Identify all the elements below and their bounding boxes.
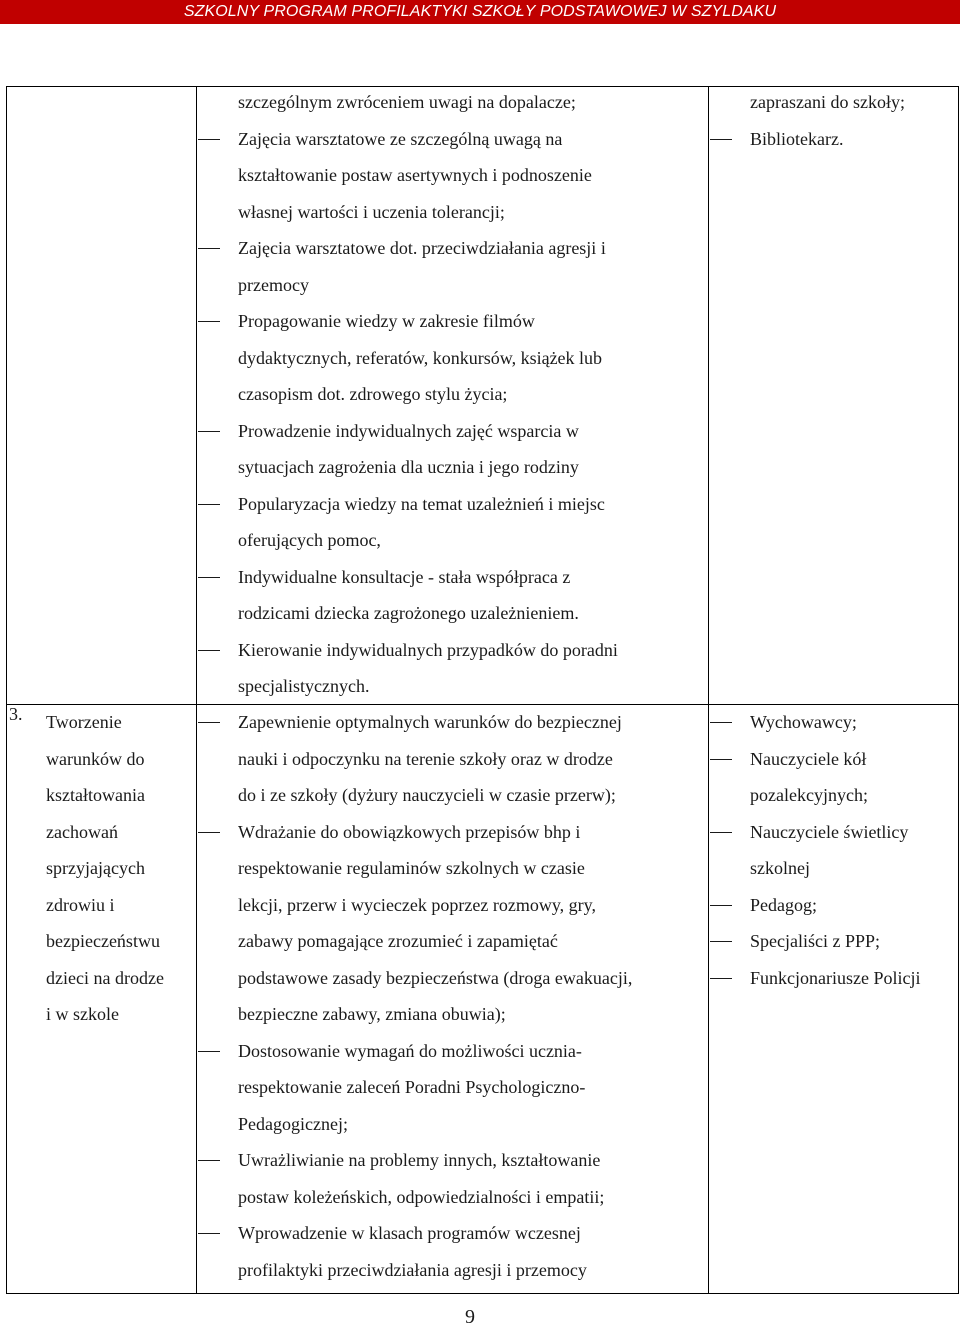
list-item-line — [708, 887, 959, 924]
dash-bullet-icon — [710, 978, 732, 979]
list-item-text: Funkcjonariusze Policji — [750, 967, 921, 988]
list-item-line — [708, 960, 959, 997]
list-item-line — [196, 449, 708, 486]
row2-goal — [6, 704, 196, 1264]
list-item-text: zapraszani do szkoły; — [750, 92, 905, 112]
row1-responsible — [708, 84, 959, 157]
list-item-line — [196, 84, 708, 121]
list-item-line — [196, 923, 708, 960]
list-item-line — [196, 1215, 708, 1252]
list-item-text: bezpieczne zabawy, zmiana obuwia); — [238, 1004, 506, 1024]
list-item-line — [708, 850, 959, 887]
list-item-text: Wprowadzenie w klasach programów wczesnej — [238, 1223, 581, 1243]
list-item-line — [196, 230, 708, 267]
dash-bullet-icon — [198, 1051, 220, 1052]
list-item-text: Zajęcia warsztatowe ze szczególną uwagą na — [238, 128, 563, 149]
list-item-text: lekcji, przerw i wycieczek poprzez rozmowy, gry, — [238, 894, 596, 915]
dash-bullet-icon — [710, 759, 732, 760]
list-item-line — [196, 814, 708, 851]
list-item-line — [196, 121, 708, 158]
list-item-text: Wdrażanie do obowiązkowych przepisów bhp i — [238, 821, 581, 842]
list-item-line — [708, 923, 959, 960]
row2-tasks — [196, 704, 708, 1288]
dash-bullet-icon — [198, 722, 220, 723]
list-item-line — [708, 741, 959, 778]
list-item-line — [196, 777, 708, 814]
list-item-line — [196, 486, 708, 523]
list-item-line — [196, 267, 708, 304]
list-item-line — [196, 559, 708, 596]
dash-bullet-icon — [198, 321, 220, 322]
row-number: 3. — [9, 704, 23, 724]
dash-bullet-icon — [710, 941, 732, 942]
list-item-text: Zapewnienie optymalnych warunków do bezpiecznej — [238, 712, 622, 732]
list-item-text: Nauczyciele świetlicy — [750, 821, 909, 842]
list-item-text: podstawowe zasady bezpieczeństwa (droga ewakuacji, — [238, 967, 633, 988]
list-item-line — [196, 632, 708, 669]
list-item-line — [708, 814, 959, 851]
list-item-text: zabawy pomagające zrozumieć i zapamiętać — [238, 931, 558, 951]
goal-line: kształtowania — [46, 785, 145, 805]
goal-line: sprzyjających — [46, 858, 145, 878]
page-number: 9 — [465, 1306, 475, 1328]
dash-bullet-icon — [198, 1233, 220, 1234]
list-item-text: Pedagogicznej; — [238, 1113, 348, 1134]
list-item-line — [196, 741, 708, 778]
goal-line: dzieci na drodze — [46, 967, 164, 988]
dash-bullet-icon — [710, 722, 732, 723]
list-item-line — [708, 84, 959, 121]
list-item-text: profilaktyki przeciwdziałania agresji i przemocy — [238, 1259, 587, 1280]
list-item-text: Nauczyciele kół — [750, 748, 867, 769]
list-item-line — [196, 704, 708, 741]
list-item-text: respektowanie regulaminów szkolnych w czasie — [238, 858, 585, 878]
list-item-line — [196, 157, 708, 194]
list-item-line — [196, 1142, 708, 1179]
list-item-line — [196, 522, 708, 559]
list-item-text: nauki i odpoczynku na terenie szkoły oraz w drodze — [238, 748, 613, 769]
list-item-line — [196, 303, 708, 340]
list-item-line — [196, 595, 708, 632]
dash-bullet-icon — [198, 504, 220, 505]
list-item-text: Wychowawcy; — [750, 712, 857, 732]
list-item-text: Bibliotekarz. — [750, 128, 844, 149]
row1-tasks — [196, 84, 708, 705]
table-border-bottom — [6, 1293, 959, 1294]
list-item-text: Indywidualne konsultacje - stała współpraca z — [238, 566, 571, 587]
list-item-text: pozalekcyjnych; — [750, 785, 868, 805]
dash-bullet-icon — [198, 650, 220, 651]
list-item-text: Specjaliści z PPP; — [750, 931, 880, 951]
list-item-text: oferujących pomoc, — [238, 530, 381, 550]
goal-line: bezpieczeństwu — [46, 931, 160, 951]
list-item-line — [196, 1033, 708, 1070]
list-item-text: postaw koleżeńskich, odpowiedzialności i empatii; — [238, 1186, 605, 1207]
goal-line: zdrowiu i — [46, 894, 115, 915]
list-item-text: szczególnym zwróceniem uwagi na dopalacze; — [238, 92, 576, 112]
list-item-text: Dostosowanie wymagań do możliwości ucznia- — [238, 1040, 582, 1061]
list-item-text: respektowanie zaleceń Poradni Psychologiczno- — [238, 1077, 586, 1097]
list-item-line — [196, 996, 708, 1033]
list-item-line — [196, 850, 708, 887]
list-item-text: rodzicami dziecka zagrożonego uzależnieniem. — [238, 603, 579, 623]
goal-line: warunków do — [46, 748, 145, 769]
list-item-line — [196, 1069, 708, 1106]
list-item-line — [196, 1252, 708, 1289]
table-border-right — [958, 86, 959, 1294]
dash-bullet-icon — [198, 1160, 220, 1161]
goal-line: Tworzenie — [46, 712, 122, 732]
list-item-text: Pedagog; — [750, 894, 817, 915]
list-item-text: własnej wartości i uczenia tolerancji; — [238, 201, 505, 222]
list-item-line — [196, 960, 708, 997]
list-item-line — [196, 1106, 708, 1143]
list-item-text: Propagowanie wiedzy w zakresie filmów — [238, 311, 535, 331]
list-item-text: Popularyzacja wiedzy na temat uzależnień i miejsc — [238, 493, 605, 514]
table-divider-2 — [708, 86, 709, 1294]
dash-bullet-icon — [198, 577, 220, 578]
dash-bullet-icon — [198, 248, 220, 249]
list-item-line — [708, 777, 959, 814]
list-item-line — [196, 413, 708, 450]
dash-bullet-icon — [198, 431, 220, 432]
list-item-text: sytuacjach zagrożenia dla ucznia i jego rodziny — [238, 457, 579, 477]
list-item-line — [196, 1179, 708, 1216]
row2-responsible — [708, 704, 959, 996]
list-item-text: specjalistycznych. — [238, 676, 370, 696]
page-header-title: SZKOLNY PROGRAM PROFILAKTYKI SZKOŁY PODSTAWOWEJ W SZYLDAKU — [183, 3, 777, 20]
dash-bullet-icon — [710, 832, 732, 833]
list-item-line — [708, 121, 959, 158]
dash-bullet-icon — [198, 139, 220, 140]
list-item-text: do i ze szkoły (dyżury nauczycieli w czasie przerw); — [238, 785, 616, 805]
list-item-text: Zajęcia warsztatowe dot. przeciwdziałania agresji i — [238, 238, 606, 258]
dash-bullet-icon — [710, 139, 732, 140]
dash-bullet-icon — [198, 832, 220, 833]
list-item-line — [196, 887, 708, 924]
goal-line: zachowań — [46, 821, 118, 842]
goal-text — [46, 704, 164, 1033]
list-item-text: Uwrażliwianie na problemy innych, kształtowanie — [238, 1150, 601, 1170]
list-item-text: czasopism dot. zdrowego stylu życia; — [238, 384, 508, 404]
dash-bullet-icon — [710, 905, 732, 906]
goal-line: i w szkole — [46, 1004, 119, 1024]
list-item-line — [196, 668, 708, 705]
list-item-line — [708, 704, 959, 741]
list-item-text: Prowadzenie indywidualnych zajęć wsparcia w — [238, 420, 579, 441]
list-item-line — [196, 340, 708, 377]
list-item-text: kształtowanie postaw asertywnych i podnoszenie — [238, 165, 592, 185]
list-item-text: dydaktycznych, referatów, konkursów, książek lub — [238, 347, 603, 368]
list-item-text: Kierowanie indywidualnych przypadków do poradni — [238, 639, 618, 660]
list-item-text: szkolnej — [750, 858, 810, 878]
list-item-line — [196, 376, 708, 413]
list-item-text: przemocy — [238, 274, 309, 295]
list-item-line — [196, 194, 708, 231]
